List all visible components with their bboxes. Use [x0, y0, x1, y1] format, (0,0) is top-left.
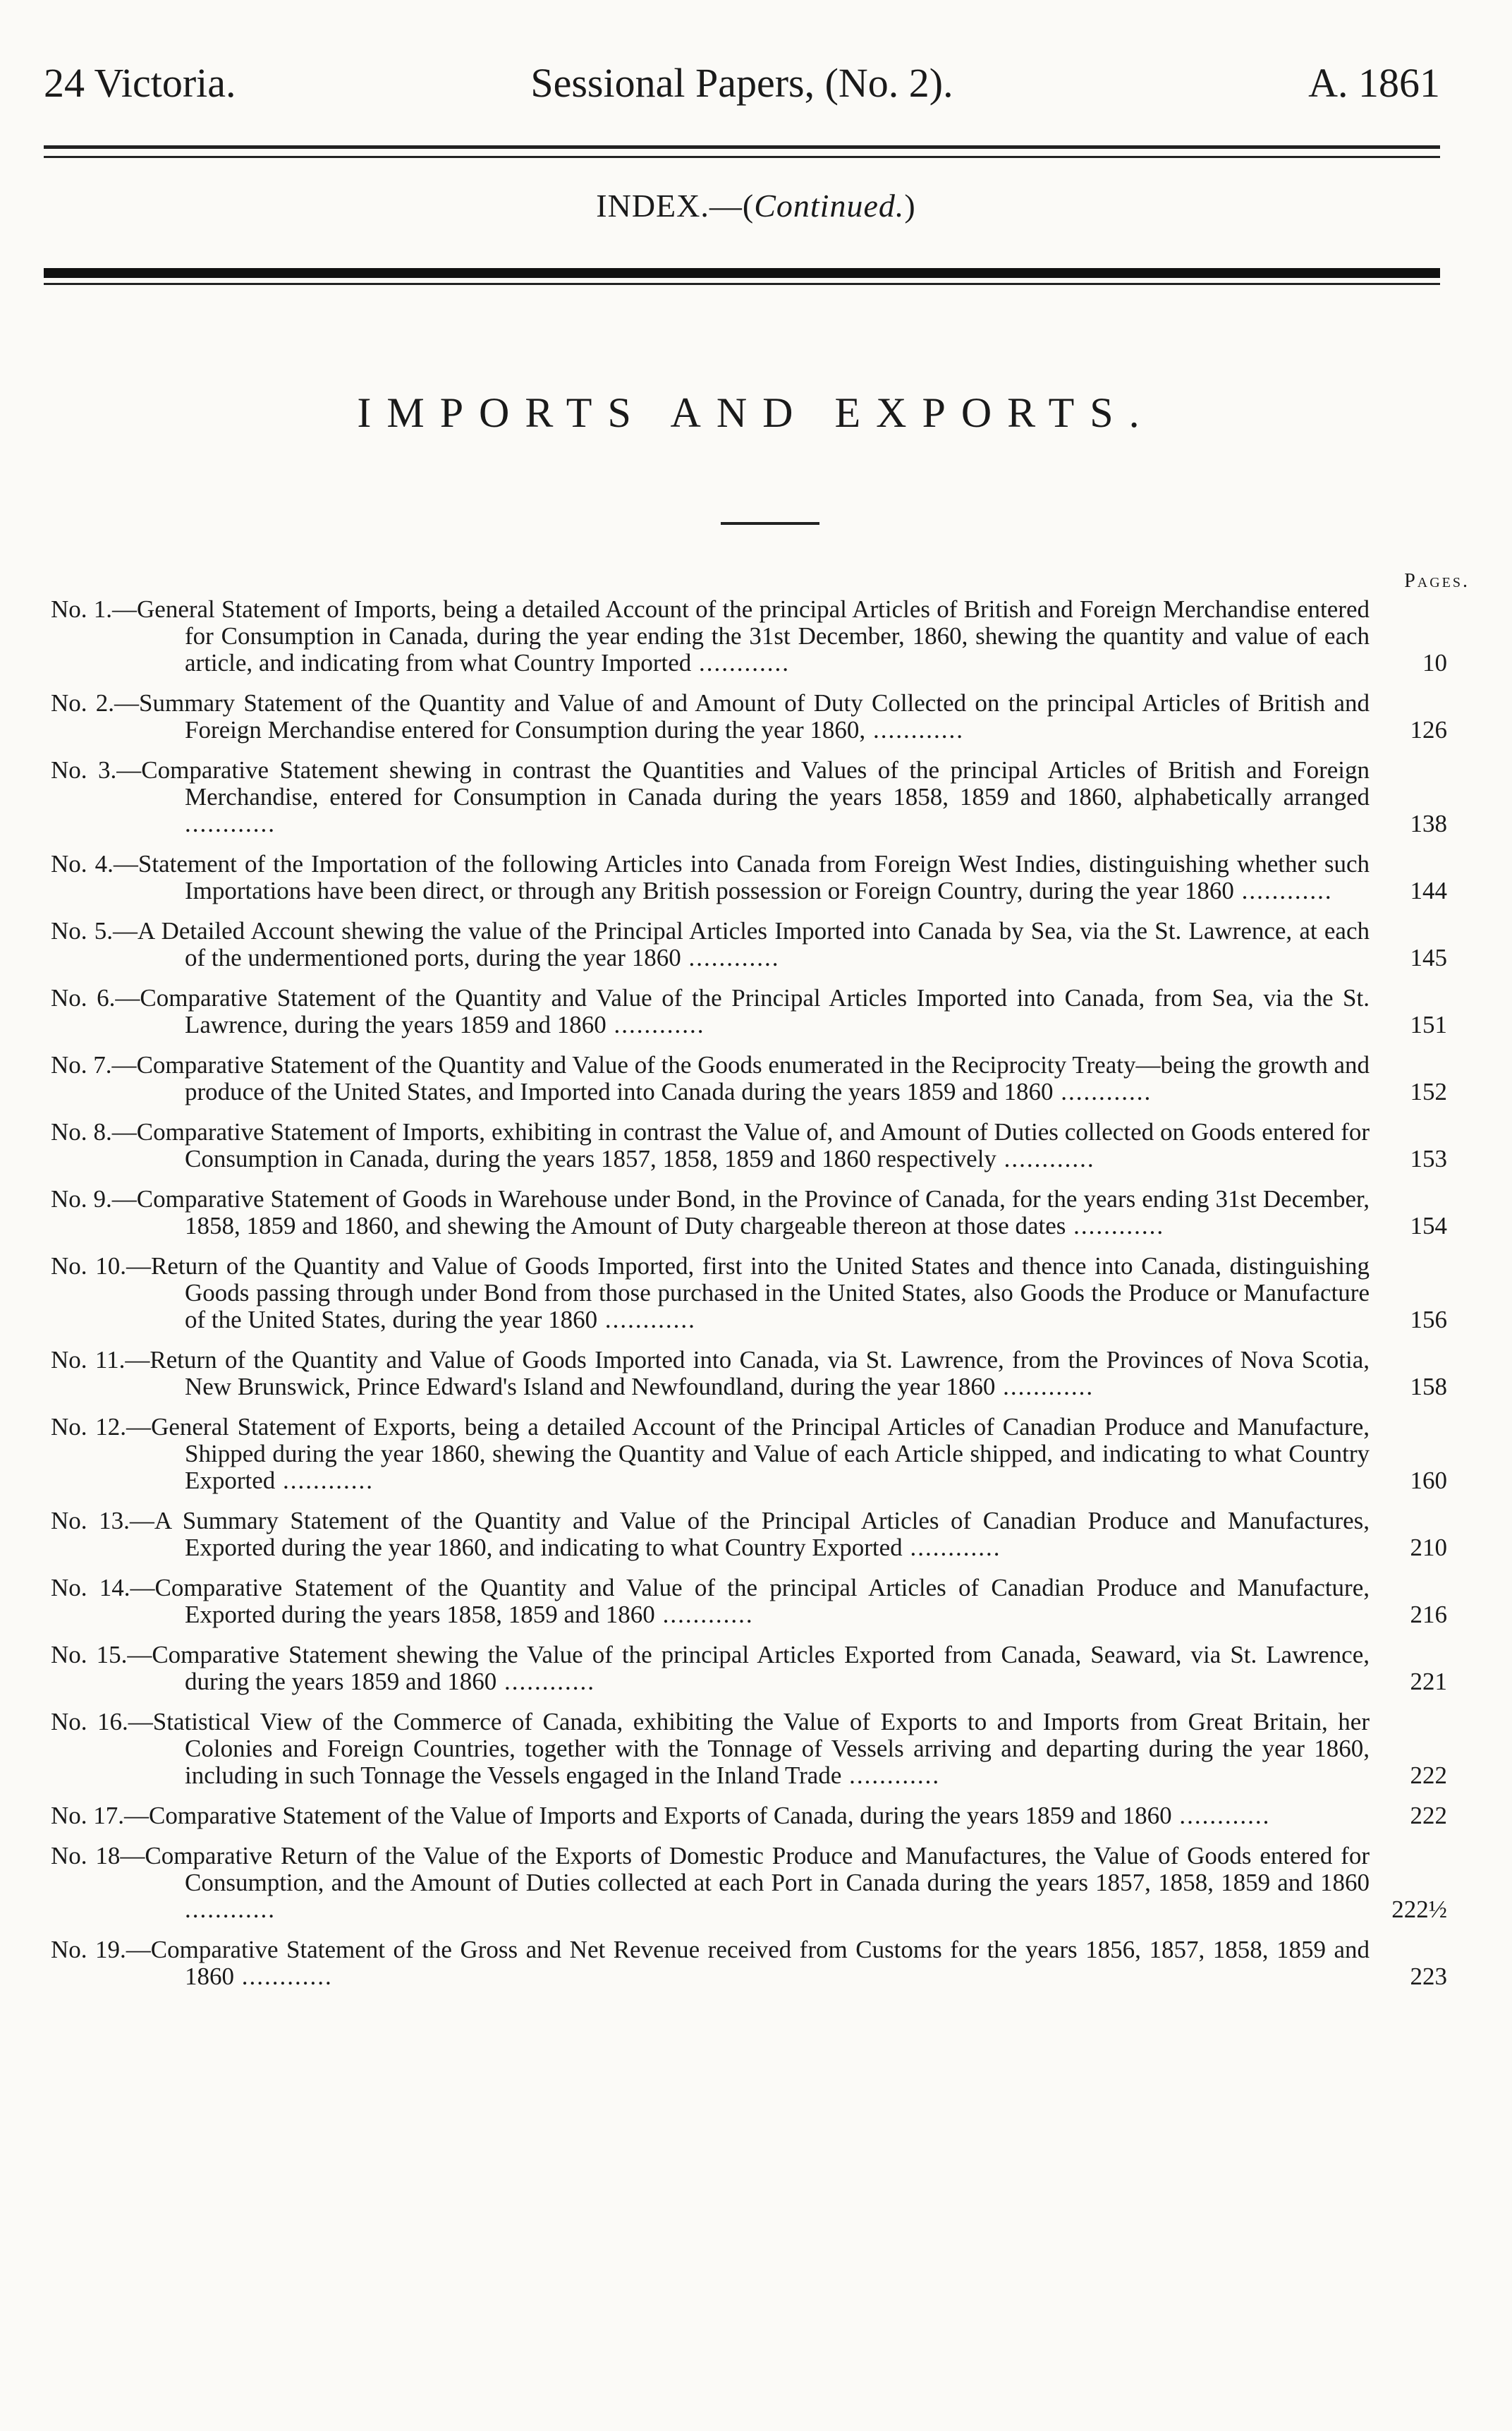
leader-dots: ............ — [275, 1467, 374, 1494]
entry-body — [51, 1641, 1370, 1695]
entry-number: No. 14.— — [51, 1574, 155, 1601]
entry-body — [51, 1708, 1370, 1789]
entry-number: No. 10.— — [51, 1252, 151, 1280]
index-entry — [44, 1936, 1447, 1990]
entry-title: Comparative Statement of the Quantity and Value of the principal Articles of Canadian Produce and Manufacture, Exported during the years 1858, 1859 and 1860 — [154, 1574, 1370, 1628]
index-heading-italic: Continued. — [754, 188, 905, 224]
entry-title: Comparative Statement of Goods in Warehouse under Bond, in the Province of Canada, for the years ending 31st December, 1858, 1859 and 1860, and shewing the Amount of Duty chargeable thereon at those dates — [136, 1185, 1370, 1239]
entry-title: Comparative Statement of Imports, exhibiting in contrast the Value of, and Amount of Duties collected on Goods entered for Consumption in Canada, during the years 1857, 1858, 1859 and 1860 respectively — [136, 1118, 1370, 1172]
entry-number: No. 8.— — [51, 1118, 137, 1146]
entry-body — [51, 1118, 1370, 1172]
entry-page-number: 216 — [1410, 1601, 1447, 1628]
entry-page-number: 144 — [1410, 877, 1447, 904]
leader-dots: ............ — [996, 1145, 1095, 1172]
entry-title: General Statement of Exports, being a detailed Account of the Principal Articles of Canadian Produce and Manufacture, Shipped during the year 1860, shewing the Quantity and Value of each Article shipped, and indicating to what Country Exported — [151, 1413, 1370, 1494]
leader-dots: ............ — [841, 1762, 941, 1789]
entry-page-number: 151 — [1410, 1011, 1447, 1038]
header-double-rule — [44, 145, 1440, 158]
entry-number: No. 13.— — [51, 1507, 154, 1534]
index-entry — [44, 851, 1447, 904]
index-entry — [44, 1186, 1447, 1239]
entry-body — [51, 595, 1370, 677]
index-entry — [44, 1414, 1447, 1494]
entry-body — [51, 1051, 1370, 1105]
entry-page-number: 222 — [1410, 1802, 1447, 1829]
entry-page-number: 10 — [1422, 649, 1447, 677]
leader-dots: ............ — [185, 1896, 276, 1923]
index-entry — [44, 757, 1447, 837]
index-entry — [44, 1575, 1447, 1628]
entry-body — [51, 1507, 1370, 1561]
entry-body — [51, 756, 1370, 837]
entry-title: Comparative Statement shewing in contrast the Quantities and Values of the principal Articles of British and Foreign Merchandise, entered for Consumption in Canada during the years 1858, 1859 and 1860, alphabetically arranged — [141, 756, 1370, 811]
entry-page-number: 210 — [1410, 1534, 1447, 1561]
leader-dots: ............ — [691, 649, 791, 677]
entry-body — [51, 1346, 1370, 1400]
entry-body — [51, 850, 1370, 904]
entry-number: No. 2.— — [51, 689, 140, 717]
entry-title: Comparative Statement of the Quantity and Value of the Principal Articles Imported into Canada, from Sea, via the St. Lawrence, during the years 1859 and 1860 — [140, 984, 1370, 1038]
index-continued-heading — [0, 185, 1512, 227]
entry-body — [51, 1413, 1370, 1494]
entry-title: Comparative Statement of the Gross and Net Revenue received from Customs for the years 1856, 1857, 1858, 1859 and 1860 — [150, 1936, 1370, 1990]
entry-page-number: 156 — [1410, 1306, 1447, 1333]
entry-title: Statement of the Importation of the following Articles into Canada from Foreign West Indies, distinguishing whether such Importations have been direct, or through any British possession or Foreign Country, during the year 1860 — [138, 850, 1370, 904]
entry-body — [51, 984, 1370, 1038]
leader-dots: ............ — [185, 810, 276, 837]
entry-title: Comparative Statement of the Quantity and Value of the Goods enumerated in the Reciprocity Treaty—being the growth and produce of the United States, and Imported into Canada during the years 1859 and 1860 — [136, 1051, 1370, 1105]
pages-column-label: Pages. — [1404, 570, 1470, 592]
entry-title: Return of the Quantity and Value of Goods Imported, first into the United States and thence into Canada, distinguishing Goods passing through under Bond from those purchased in the United States, also Goods the Produce or Manufacture of the United States, during the year 1860 — [150, 1252, 1370, 1333]
entry-page-number: 158 — [1410, 1373, 1447, 1400]
leader-dots: ............ — [606, 1011, 705, 1038]
entry-title: Summary Statement of the Quantity and Value of and Amount of Duty Collected on the principal Articles of British and Foreign Merchandise entered for Consumption during the year 1860, — [139, 689, 1370, 744]
index-entry — [44, 1253, 1447, 1333]
index-entry — [44, 690, 1447, 744]
entry-page-number: 153 — [1410, 1145, 1447, 1172]
entry-page-number: 222½ — [1391, 1896, 1447, 1923]
entry-page-number: 152 — [1410, 1078, 1447, 1105]
entry-number: No. 16.— — [51, 1708, 153, 1735]
entry-title: General Statement of Imports, being a detailed Account of the principal Articles of British and Foreign Merchandise entered for Consumption in Canada, during the year ending the 31st December, 1860, shewing the quantity and value of each article, and indicating from what Country Imported — [137, 595, 1370, 677]
leader-dots: ............ — [1053, 1078, 1152, 1105]
leader-dots: ............ — [1066, 1212, 1165, 1239]
section-title: IMPORTS AND EXPORTS. — [357, 389, 1155, 436]
leader-dots: ............ — [597, 1306, 696, 1333]
index-entry — [44, 1802, 1447, 1829]
leader-dots: ............ — [995, 1373, 1095, 1400]
leader-dots: ............ — [654, 1601, 754, 1628]
index-entry — [44, 918, 1447, 971]
leader-dots: ............ — [496, 1668, 596, 1695]
entry-title: Comparative Statement of the Value of Imports and Exports of Canada, during the years 1859 and 1860 — [149, 1802, 1172, 1829]
entry-page-number: 160 — [1410, 1467, 1447, 1494]
entry-number: No. 15.— — [51, 1641, 152, 1668]
entry-number: No. 5.— — [51, 917, 138, 945]
entry-number: No. 18— — [51, 1842, 145, 1869]
index-entry — [44, 596, 1447, 677]
leader-dots: ............ — [1233, 877, 1333, 904]
entry-body — [51, 1936, 1370, 1990]
entry-number: No. 3.— — [51, 756, 142, 784]
entry-title: A Detailed Account shewing the value of the Principal Articles Imported into Canada by Sea, via the St. Lawrence, at each of the undermentioned ports, during the year 1860 — [138, 917, 1370, 971]
entry-body — [51, 1574, 1370, 1628]
entry-title: Statistical View of the Commerce of Canada, exhibiting the Value of Exports to and Imports from Great Britain, her Colonies and Foreign Countries, together with the Tonnage of Vessels arriving and departing during the year 1860, including in such Tonnage the Vessels engaged in the Inland Trade — [152, 1708, 1370, 1789]
leader-dots: ............ — [1171, 1802, 1271, 1829]
entry-title: Return of the Quantity and Value of Goods Imported into Canada, via St. Lawrence, from the Provinces of Nova Scotia, New Brunswick, Prince Edward's Island and Newfoundland, during the year 1860 — [150, 1346, 1370, 1400]
entry-number: No. 7.— — [51, 1051, 137, 1079]
index-entry — [44, 1052, 1447, 1105]
entry-page-number: 223 — [1410, 1963, 1447, 1990]
index-entries-list — [44, 596, 1447, 2003]
entry-page-number: 126 — [1410, 716, 1447, 744]
entry-title: Comparative Statement shewing the Value of the principal Articles Exported from Canada, Seaward, via St. Lawrence, during the years 1859 and 1860 — [152, 1641, 1370, 1695]
entry-number: No. 9.— — [51, 1185, 137, 1213]
header-sessional-papers: Sessional Papers, (No. 2). — [530, 60, 953, 106]
entry-number: No. 4.— — [51, 850, 138, 878]
index-entry — [44, 1843, 1447, 1923]
index-entry — [44, 1508, 1447, 1561]
entry-number: No. 19.— — [51, 1936, 151, 1963]
index-entry — [44, 1642, 1447, 1695]
running-header — [44, 55, 1440, 111]
leader-dots: ............ — [234, 1963, 333, 1990]
leader-dots: ............ — [865, 716, 964, 744]
index-heading-close: ) — [904, 188, 916, 224]
index-entry — [44, 985, 1447, 1038]
heavy-divider-rule — [44, 268, 1440, 285]
entry-number: No. 11.— — [51, 1346, 150, 1374]
entry-page-number: 154 — [1410, 1212, 1447, 1239]
entry-title: Comparative Return of the Value of the Exports of Domestic Produce and Manufactures, the Value of Goods entered for Consumption, and the Amount of Duties collected at each Port in Canada during the years 1857, 1858, 1859 and 1860 — [145, 1842, 1370, 1896]
header-year: A. 1861 — [1308, 60, 1440, 106]
entry-body — [51, 1185, 1370, 1239]
entry-number: No. 1.— — [51, 595, 138, 623]
entry-title: A Summary Statement of the Quantity and Value of the Principal Articles of Canadian Produce and Manufactures, Exported during the year 1860, and indicating to what Country Exported — [154, 1507, 1370, 1561]
entry-page-number: 221 — [1410, 1668, 1447, 1695]
index-entry — [44, 1347, 1447, 1400]
entry-page-number: 222 — [1410, 1762, 1447, 1789]
short-divider-rule — [721, 522, 819, 525]
index-entry — [44, 1119, 1447, 1172]
entry-number: No. 6.— — [51, 984, 140, 1012]
entry-body — [51, 689, 1370, 744]
entry-body — [51, 917, 1370, 971]
entry-page-number: 145 — [1410, 944, 1447, 971]
entry-body — [51, 1252, 1370, 1333]
index-heading-main: INDEX.—( — [596, 188, 755, 224]
leader-dots: ............ — [902, 1534, 1001, 1561]
entry-body — [51, 1802, 1370, 1829]
header-regnal-year: 24 Victoria. — [44, 60, 236, 106]
leader-dots: ............ — [681, 944, 780, 971]
entry-body — [51, 1842, 1370, 1923]
index-entry — [44, 1709, 1447, 1789]
entry-number: No. 17.— — [51, 1802, 150, 1829]
entry-number: No. 12.— — [51, 1413, 152, 1441]
entry-page-number: 138 — [1410, 810, 1447, 837]
